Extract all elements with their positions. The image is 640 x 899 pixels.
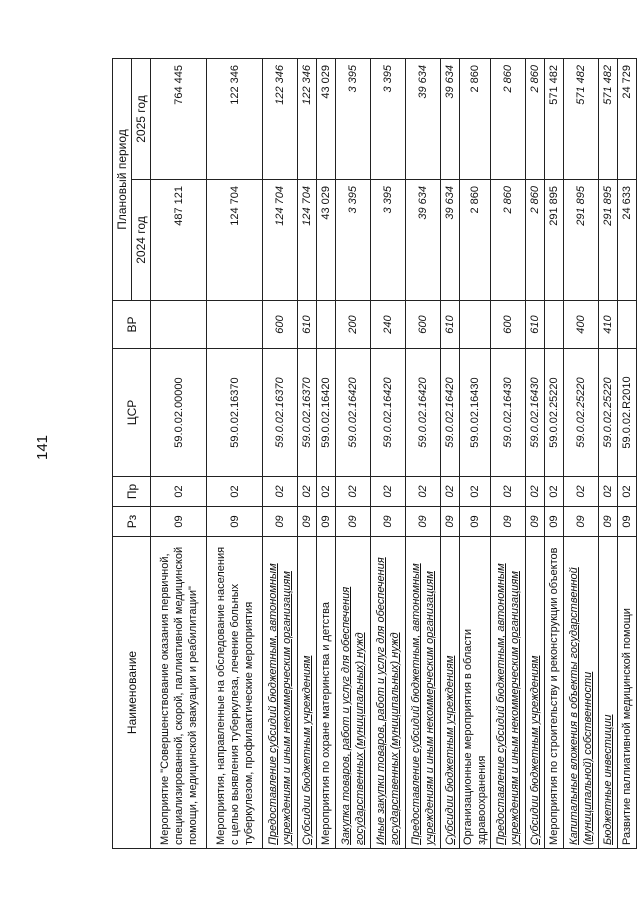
- row-2024: 124 704: [301, 186, 313, 226]
- row-csr: 59.0.02.25220: [575, 377, 587, 448]
- row-csr: 59.0.02.16370: [301, 377, 313, 448]
- table-row: [406, 58, 441, 848]
- row-pr: 02: [575, 485, 587, 498]
- row-pr: 02: [228, 485, 241, 498]
- row-pr: 02: [347, 485, 359, 498]
- row-vr: 600: [502, 315, 514, 334]
- row-2024: 43 029: [320, 186, 332, 220]
- row-2025-cell: [441, 58, 460, 179]
- row-pr-cell: [317, 477, 336, 507]
- row-2025-cell: [336, 58, 371, 179]
- row-2024: 291 895: [548, 186, 560, 226]
- row-rz-cell: [317, 507, 336, 537]
- row-2024: 24 633: [621, 186, 633, 220]
- row-pr-cell: [406, 477, 441, 507]
- row-csr: 59.0.02.16420: [320, 377, 332, 448]
- row-2024: 124 704: [228, 186, 241, 226]
- row-2024-cell: [491, 180, 526, 301]
- budget-table-rotated: [112, 59, 638, 849]
- row-2024: 2 860: [502, 186, 514, 214]
- row-vr: 610: [444, 315, 456, 334]
- row-rz-cell: [460, 507, 491, 537]
- row-name: Мероприятие "Совершенствование оказания первичной, специализированной, скорой, паллиативной медицинской помощи, медицинской эвакуации и реабилитации": [158, 546, 199, 845]
- row-csr: 59.0.02.16370: [274, 377, 286, 448]
- header-pr: Пр: [113, 477, 151, 507]
- row-2025-cell: [526, 58, 545, 179]
- row-pr-cell: [526, 477, 545, 507]
- row-2025: 39 634: [444, 64, 456, 99]
- row-vr: 610: [301, 315, 313, 334]
- row-2024-cell: [599, 180, 618, 301]
- row-rz: 09: [444, 515, 456, 528]
- row-name: Закупка товаров, работ и услуг для обеспечения государственных (муниципальных) нужд: [340, 586, 366, 845]
- row-name: Субсидии бюджетным учреждениям: [529, 655, 541, 845]
- row-vr-cell: [406, 301, 441, 349]
- row-2024-cell: [545, 180, 564, 301]
- table-row: [336, 58, 371, 848]
- row-csr: 59.0.02.16370: [228, 377, 241, 448]
- row-rz: 09: [228, 515, 241, 528]
- row-2025-cell: [298, 58, 317, 179]
- table-row: [526, 58, 545, 848]
- row-name-cell: [526, 537, 545, 849]
- row-2025: 24 729: [621, 64, 633, 99]
- row-2025-cell: [207, 58, 263, 179]
- row-pr-cell: [336, 477, 371, 507]
- row-name: Предоставление субсидий бюджетным, автономным учреждениям и иным некоммерческим организациям: [495, 563, 521, 845]
- row-name-cell: [618, 537, 637, 849]
- row-vr-cell: [336, 301, 371, 349]
- row-rz-cell: [336, 507, 371, 537]
- row-pr: 02: [444, 485, 456, 498]
- row-pr: 02: [274, 485, 286, 498]
- row-pr-cell: [441, 477, 460, 507]
- header-rz: Рз: [113, 507, 151, 537]
- row-rz: 09: [529, 515, 541, 528]
- header-year-2025: 2025 год: [132, 58, 151, 179]
- row-2025: 122 346: [228, 64, 241, 105]
- row-csr-cell: [336, 349, 371, 477]
- row-2024-cell: [618, 180, 637, 301]
- row-pr: 02: [602, 485, 614, 498]
- row-name-cell: [371, 537, 406, 849]
- row-vr-cell: [526, 301, 545, 349]
- row-vr-cell: [599, 301, 618, 349]
- row-name-cell: [599, 537, 618, 849]
- row-rz: 09: [382, 515, 394, 528]
- row-vr-cell: [460, 301, 491, 349]
- row-rz: 09: [347, 515, 359, 528]
- row-name-cell: [298, 537, 317, 849]
- row-2024-cell: [298, 180, 317, 301]
- row-name-cell: [207, 537, 263, 849]
- table-row: [151, 58, 207, 848]
- row-pr-cell: [545, 477, 564, 507]
- row-rz: 09: [575, 515, 587, 528]
- row-2025-cell: [599, 58, 618, 179]
- row-name: Мероприятия по охране материнства и детства: [320, 601, 332, 845]
- row-rz: 09: [502, 515, 514, 528]
- row-2024: 291 895: [602, 186, 614, 226]
- row-rz-cell: [298, 507, 317, 537]
- row-2024: 124 704: [274, 186, 286, 226]
- row-csr-cell: [371, 349, 406, 477]
- row-2025-cell: [545, 58, 564, 179]
- row-rz: 09: [417, 515, 429, 528]
- row-name: Развитие паллиативной медицинской помощи: [621, 608, 633, 845]
- row-2024-cell: [336, 180, 371, 301]
- header-name: Наименование: [113, 537, 151, 849]
- row-2024-cell: [564, 180, 599, 301]
- row-csr: 59.0.02.16420: [347, 377, 359, 448]
- table-row: [263, 58, 298, 848]
- row-csr-cell: [441, 349, 460, 477]
- row-pr-cell: [460, 477, 491, 507]
- row-2024: 3 395: [382, 186, 394, 214]
- row-name-cell: [151, 537, 207, 849]
- row-vr: 600: [417, 315, 429, 334]
- row-2024-cell: [207, 180, 263, 301]
- header-planned-period: Плановый период: [113, 58, 132, 300]
- row-2025: 764 445: [172, 64, 185, 105]
- row-rz-cell: [207, 507, 263, 537]
- table-row: [599, 58, 618, 848]
- row-pr-cell: [371, 477, 406, 507]
- row-2024-cell: [460, 180, 491, 301]
- row-csr-cell: [599, 349, 618, 477]
- row-2024-cell: [441, 180, 460, 301]
- row-csr: 59.0.02.16430: [469, 377, 481, 448]
- row-2025-cell: [564, 58, 599, 179]
- table-row: [460, 58, 491, 848]
- row-name: Мероприятия, направленные на обследование населения с целью выявления туберкулеза, лечение больных туберкулезом, профилактические мероприятия: [214, 546, 255, 845]
- row-2025-cell: [618, 58, 637, 179]
- row-pr: 02: [529, 485, 541, 498]
- row-name: Субсидии бюджетным учреждениям: [444, 655, 456, 845]
- row-csr: 59.0.02.16430: [502, 377, 514, 448]
- row-rz: 09: [301, 515, 313, 528]
- row-rz-cell: [526, 507, 545, 537]
- row-pr: 02: [548, 485, 560, 498]
- row-2024: 39 634: [417, 186, 429, 220]
- row-vr: 400: [575, 315, 587, 334]
- row-name: Иные закупки товаров, работ и услуг для обеспечения государственных (муниципальных) нужд: [375, 557, 401, 845]
- row-2025-cell: [317, 58, 336, 179]
- row-vr-cell: [151, 301, 207, 349]
- row-pr-cell: [151, 477, 207, 507]
- row-pr: 02: [320, 485, 332, 498]
- row-csr: 59.0.02.16430: [529, 377, 541, 448]
- row-csr-cell: [298, 349, 317, 477]
- row-2025: 571 482: [548, 64, 560, 105]
- row-name-cell: [564, 537, 599, 849]
- row-rz-cell: [599, 507, 618, 537]
- row-rz-cell: [406, 507, 441, 537]
- row-csr-cell: [406, 349, 441, 477]
- row-name-cell: [545, 537, 564, 849]
- table-body: [151, 58, 637, 848]
- row-pr-cell: [618, 477, 637, 507]
- row-csr: 59.0.02.16420: [444, 377, 456, 448]
- row-2024-cell: [406, 180, 441, 301]
- row-pr-cell: [491, 477, 526, 507]
- row-rz-cell: [371, 507, 406, 537]
- row-vr: 600: [274, 315, 286, 334]
- row-csr-cell: [460, 349, 491, 477]
- row-2024: 291 895: [575, 186, 587, 226]
- row-2024-cell: [263, 180, 298, 301]
- row-rz: 09: [320, 515, 332, 528]
- row-2025: 122 346: [274, 64, 286, 105]
- row-rz: 09: [548, 515, 560, 528]
- row-csr-cell: [618, 349, 637, 477]
- row-2024-cell: [151, 180, 207, 301]
- row-2024: 39 634: [444, 186, 456, 220]
- table-row: [317, 58, 336, 848]
- row-vr: 240: [382, 315, 394, 334]
- row-2025: 2 860: [529, 64, 541, 93]
- row-name: Предоставление субсидий бюджетным, автономным учреждениям и иным некоммерческим организациям: [410, 563, 436, 845]
- row-csr: 59.0.02.16420: [417, 377, 429, 448]
- row-name-cell: [317, 537, 336, 849]
- row-csr-cell: [545, 349, 564, 477]
- row-name: Субсидии бюджетным учреждениям: [301, 655, 313, 845]
- row-pr: 02: [469, 485, 481, 498]
- row-name-cell: [441, 537, 460, 849]
- row-rz-cell: [263, 507, 298, 537]
- row-vr-cell: [263, 301, 298, 349]
- row-2024: 487 121: [172, 186, 185, 226]
- row-rz: 09: [621, 515, 633, 528]
- row-csr-cell: [151, 349, 207, 477]
- table-row: [545, 58, 564, 848]
- page-number: 141: [34, 434, 51, 460]
- row-pr: 02: [621, 485, 633, 498]
- row-vr-cell: [545, 301, 564, 349]
- header-year-2024: 2024 год: [132, 180, 151, 301]
- row-2024-cell: [317, 180, 336, 301]
- row-2025-cell: [460, 58, 491, 179]
- row-csr-cell: [263, 349, 298, 477]
- row-2025: 2 860: [502, 64, 514, 93]
- row-csr-cell: [564, 349, 599, 477]
- table-row: [618, 58, 637, 848]
- row-2024: 2 860: [529, 186, 541, 214]
- row-name-cell: [491, 537, 526, 849]
- row-rz-cell: [618, 507, 637, 537]
- row-csr: 59.0.02.00000: [172, 377, 185, 448]
- row-rz: 09: [172, 515, 185, 528]
- row-vr: 410: [602, 315, 614, 334]
- row-vr-cell: [491, 301, 526, 349]
- row-csr-cell: [491, 349, 526, 477]
- row-2025: 571 482: [575, 64, 587, 105]
- row-csr: 59.0.02.R2010: [621, 376, 633, 449]
- table-row: [298, 58, 317, 848]
- row-rz: 09: [469, 515, 481, 528]
- row-2024-cell: [526, 180, 545, 301]
- row-csr: 59.0.02.16420: [382, 377, 394, 448]
- row-2025-cell: [406, 58, 441, 179]
- row-pr-cell: [298, 477, 317, 507]
- row-2024: 3 395: [347, 186, 359, 214]
- row-vr-cell: [298, 301, 317, 349]
- row-2025: 43 029: [320, 64, 332, 99]
- row-rz-cell: [545, 507, 564, 537]
- row-name: Организационные мероприятия в области здравоохранения: [462, 628, 488, 845]
- row-pr: 02: [301, 485, 313, 498]
- row-csr: 59.0.02.25220: [548, 377, 560, 448]
- row-pr-cell: [599, 477, 618, 507]
- row-vr-cell: [207, 301, 263, 349]
- row-vr-cell: [317, 301, 336, 349]
- row-csr-cell: [317, 349, 336, 477]
- row-2025-cell: [263, 58, 298, 179]
- row-2025: 2 860: [469, 64, 481, 93]
- row-2025-cell: [491, 58, 526, 179]
- row-vr-cell: [441, 301, 460, 349]
- row-vr-cell: [564, 301, 599, 349]
- table-row: [371, 58, 406, 848]
- row-2025: 3 395: [382, 64, 394, 93]
- row-2025: 122 346: [301, 64, 313, 105]
- row-rz-cell: [441, 507, 460, 537]
- row-csr-cell: [207, 349, 263, 477]
- row-name: Бюджетные инвестиции: [602, 714, 614, 845]
- row-2024-cell: [371, 180, 406, 301]
- table-row: [207, 58, 263, 848]
- row-vr-cell: [371, 301, 406, 349]
- row-name: Мероприятия по строительству и реконструкции объектов: [548, 547, 560, 845]
- row-csr-cell: [526, 349, 545, 477]
- row-rz: 09: [274, 515, 286, 528]
- row-rz-cell: [151, 507, 207, 537]
- row-pr: 02: [502, 485, 514, 498]
- table-row: [441, 58, 460, 848]
- row-name-cell: [406, 537, 441, 849]
- header-csr: ЦСР: [113, 349, 151, 477]
- row-name: Предоставление субсидий бюджетным, автономным учреждениям и иным некоммерческим организациям: [267, 563, 293, 845]
- row-pr: 02: [382, 485, 394, 498]
- row-name-cell: [263, 537, 298, 849]
- row-rz-cell: [491, 507, 526, 537]
- row-2025: 39 634: [417, 64, 429, 99]
- table-row: [491, 58, 526, 848]
- row-pr-cell: [564, 477, 599, 507]
- row-vr-cell: [618, 301, 637, 349]
- row-2025-cell: [371, 58, 406, 179]
- row-vr: 200: [347, 315, 359, 334]
- row-csr: 59.0.02.25220: [602, 377, 614, 448]
- row-2025: 3 395: [347, 64, 359, 93]
- row-vr: 610: [529, 315, 541, 334]
- row-rz: 09: [602, 515, 614, 528]
- row-2024: 2 860: [469, 186, 481, 214]
- row-name-cell: [336, 537, 371, 849]
- row-rz-cell: [564, 507, 599, 537]
- row-2025: 571 482: [602, 64, 614, 105]
- row-pr-cell: [207, 477, 263, 507]
- budget-table: [112, 58, 637, 849]
- table-row: [564, 58, 599, 848]
- row-pr: 02: [417, 485, 429, 498]
- row-pr-cell: [263, 477, 298, 507]
- header-vr: ВР: [113, 301, 151, 349]
- row-2025-cell: [151, 58, 207, 179]
- row-name-cell: [460, 537, 491, 849]
- row-name: Капитальные вложения в объекты государственной (муниципальной) собственности: [568, 567, 594, 845]
- row-pr: 02: [172, 485, 185, 498]
